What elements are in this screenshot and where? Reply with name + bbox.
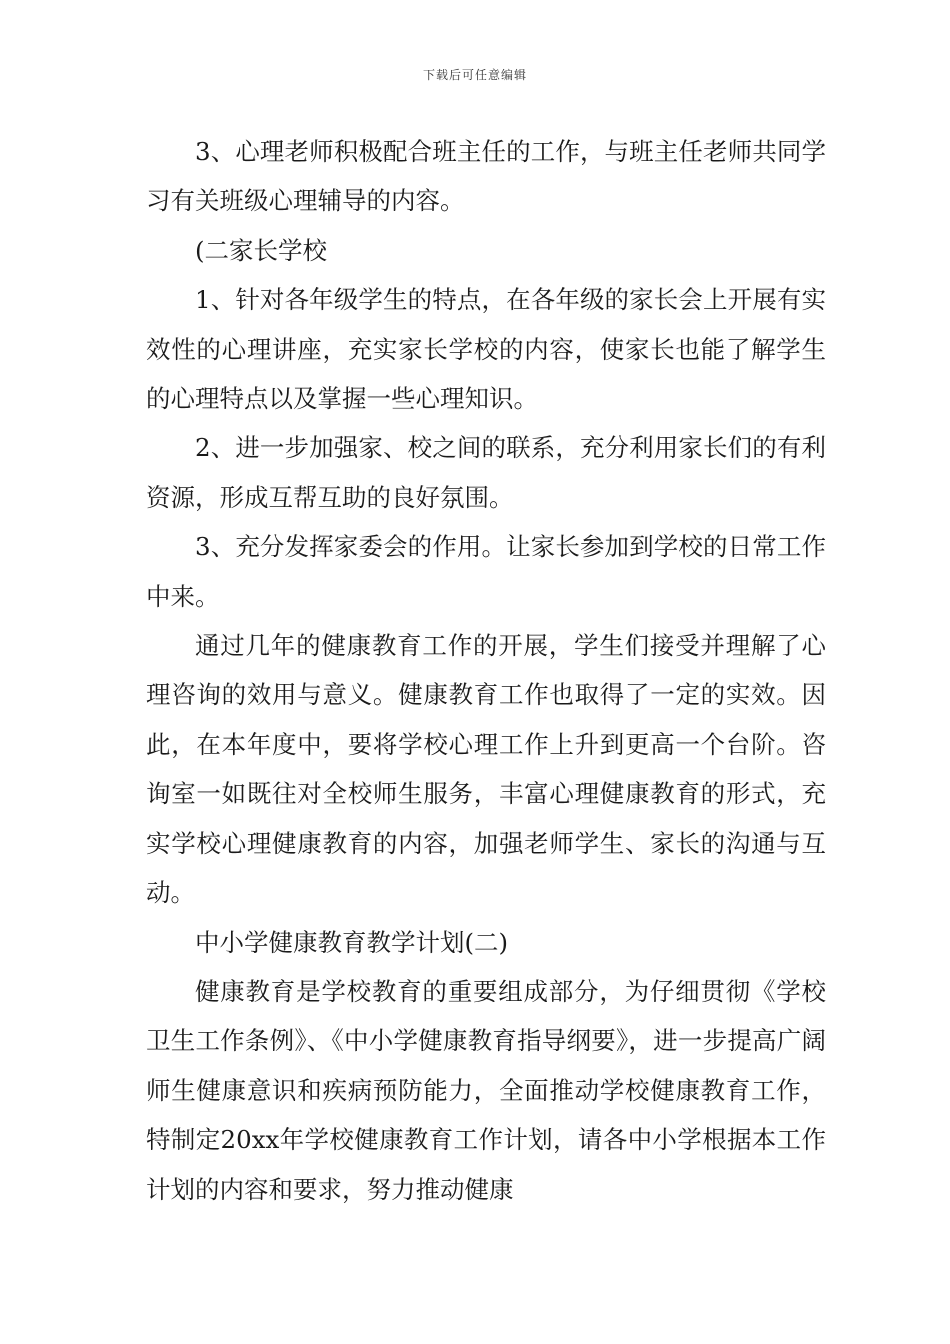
paragraph-summary: 通过几年的健康教育工作的开展，学生们接受并理解了心理咨询的效用与意义。健康教育工作也取得了一定的实效。因此，在本年度中，要将学校心理工作上升到更高一个台阶。咨询室一如既往对全校师生服务，丰富心理健康教育的形式，充实学校心理健康教育的内容，加强老师学生、家长的沟通与互动。: [146, 631, 826, 908]
page-header: 下载后可任意编辑: [422, 68, 527, 82]
document-body: [146, 127, 826, 1214]
section-heading-parent-school: (二家长学校: [195, 235, 328, 265]
paragraph-parent-lectures: 1、针对各年级学生的特点，在各年级的家长会上开展有实效性的心理讲座，充实家长学校的内容，使家长也能了解学生的心理特点以及掌握一些心理知识。: [146, 285, 826, 414]
paragraph-plan-intro: 健康教育是学校教育的重要组成部分，为仔细贯彻《学校卫生工作条例》、《中小学健康教育指导纲要》，进一步提高广阔师生健康意识和疾病预防能力，全面推动学校健康教育工作，特制定20xx年学校健康教育工作计划，请各中小学根据本工作计划的内容和要求，努力推动健康: [146, 976, 826, 1204]
paragraph-home-school-link: 2、进一步加强家、校之间的联系，充分利用家长们的有利资源，形成互帮互助的良好氛围。: [146, 433, 826, 512]
section-title-plan-two: 中小学健康教育教学计划(二): [195, 927, 509, 957]
paragraph-teacher-cooperation: 3、心理老师积极配合班主任的工作，与班主任老师共同学习有关班级心理辅导的内容。: [146, 137, 826, 216]
paragraph-parent-committee: 3、充分发挥家委会的作用。让家长参加到学校的日常工作中来。: [146, 532, 826, 611]
